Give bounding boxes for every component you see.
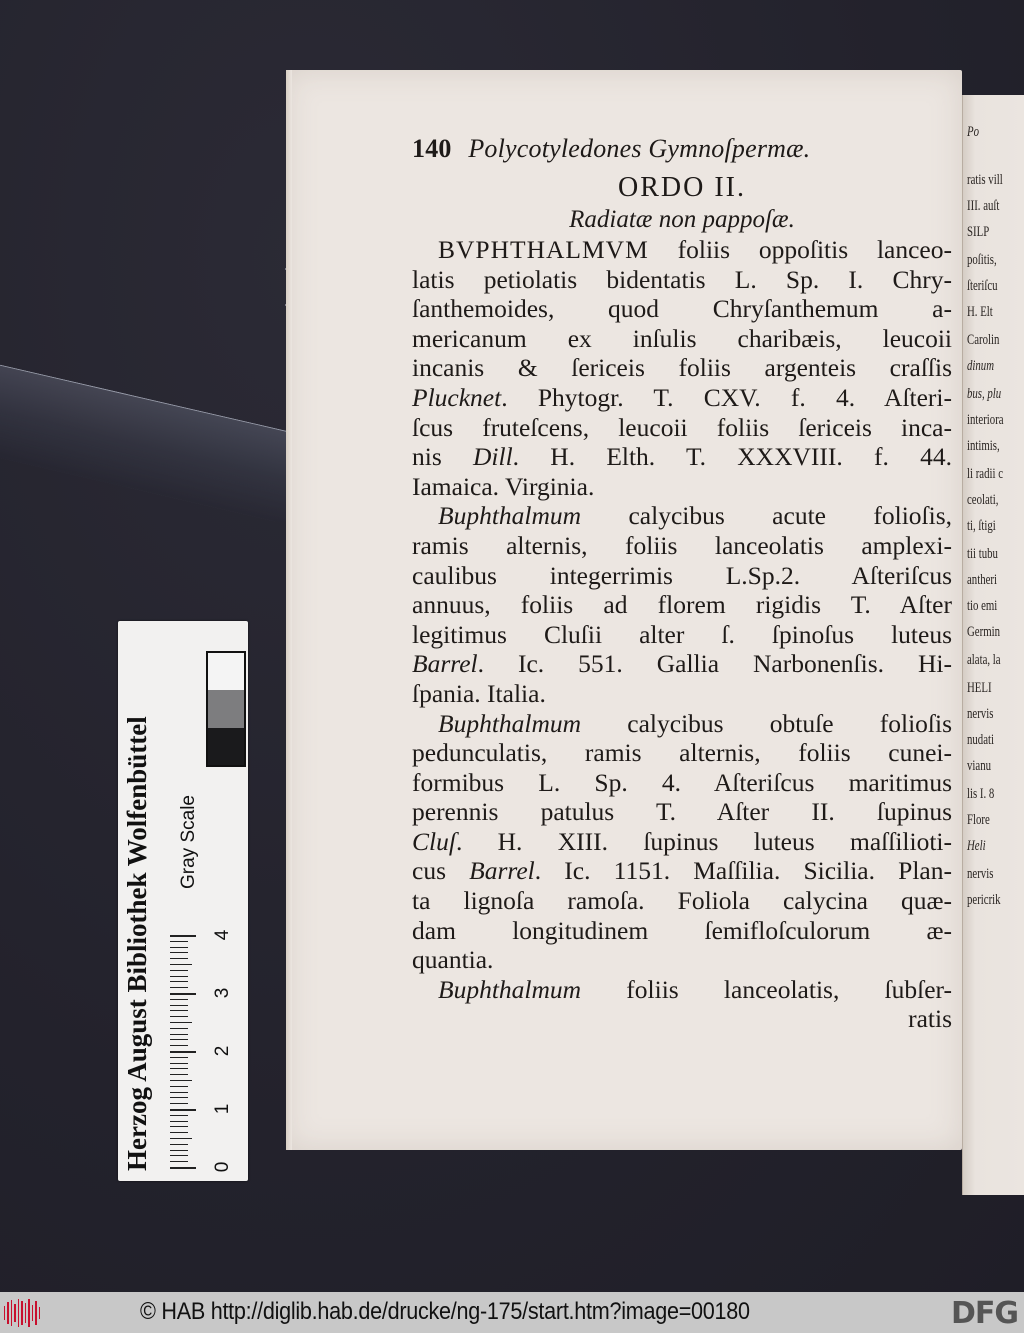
ruler-tick [170, 1121, 188, 1122]
text-line [412, 1004, 952, 1034]
text-segment: Barrel [469, 856, 535, 886]
text-segment: incanis & ſericeis foliis argenteis craſſis [412, 353, 952, 383]
body-text [412, 235, 952, 1034]
text-segment: annuus, foliis ad florem rigidis T. Aſter [412, 590, 952, 620]
facing-page-text-fragment: lis I. 8 [967, 786, 995, 802]
facing-page-text-fragment: nervis [967, 866, 994, 882]
text-segment: quantia. [412, 945, 494, 975]
ruler-number: 2 [212, 1045, 233, 1057]
text-line [412, 679, 952, 709]
ruler-tick [170, 1138, 192, 1139]
ruler-tick [170, 1132, 188, 1133]
ruler-tick [170, 1150, 188, 1151]
hab-logo-bar [7, 1302, 8, 1324]
text-line [412, 916, 952, 946]
text-segment: ſanthemoides, quod Chryſanthemum a- [412, 294, 952, 324]
ruler-tick [170, 987, 188, 988]
text-segment: perennis patulus T. Aſter II. ſupinus [412, 797, 952, 827]
ruler-tick [170, 1051, 196, 1053]
text-segment: . Ic. 551. Gallia Narbonenſis. Hi- [477, 649, 952, 679]
ruler-tick [170, 1080, 192, 1081]
text-segment: formibus L. Sp. 4. Aſteriſcus maritimus [412, 767, 952, 797]
hab-logo-bar [28, 1299, 29, 1327]
text-segment: latis petiolatis bidentatis L. Sp. I. Chry- [412, 264, 952, 294]
hab-logo-bar [35, 1301, 36, 1325]
text-segment: . H. XIII. ſupinus luteus maſſilioti- [455, 826, 952, 856]
ruler-tick [170, 1028, 188, 1029]
ruler-tick [170, 1167, 196, 1169]
text-line [412, 738, 952, 768]
ruler-tick [170, 947, 188, 948]
facing-page-text-fragment: alata, la [967, 652, 1001, 668]
facing-page-text-fragment: ratis vill [967, 172, 1003, 188]
text-line [412, 353, 952, 383]
text-segment: ratis [908, 1004, 952, 1034]
text-segment: calycibus obtuſe folioſis [581, 708, 952, 738]
hab-logo-bar [18, 1299, 19, 1327]
text-segment: cus [412, 856, 470, 886]
ruler-tick [170, 993, 196, 995]
facing-page-text-fragment: ſteriſcu [967, 278, 998, 294]
text-line [412, 501, 952, 531]
ruler-tick [170, 941, 188, 942]
gray-scale-swatches [206, 651, 246, 767]
gray-swatch [208, 728, 244, 765]
ruler-tick [170, 1126, 188, 1127]
text-segment: . Ic. 1151. Maſſilia. Sicilia. Plan- [534, 856, 952, 886]
ruler-tick [170, 1092, 188, 1093]
hab-logo-bar [25, 1303, 26, 1323]
text-segment: Iamaica. Virginia. [412, 471, 595, 501]
text-line [412, 709, 952, 739]
ruler-tick [170, 1074, 188, 1075]
facing-page-text-fragment: III. auſt [967, 198, 1000, 214]
ruler-tick [170, 1103, 188, 1104]
text-segment: Dill [473, 442, 513, 472]
text-segment: . Phytogr. T. CXV. f. 4. Aſteri- [501, 382, 952, 412]
dfg-logo-icon: DFG [950, 1296, 1018, 1331]
hab-logo-bar [14, 1304, 15, 1322]
facing-page-text-fragment: HELI [967, 680, 992, 696]
ruler-tick [170, 1109, 196, 1111]
ruler-tick [170, 981, 188, 982]
running-head-title: Polycotyledones Gymnoſpermæ. [468, 134, 811, 163]
text-segment: Plucknet [412, 382, 502, 412]
text-segment: . H. Elth. T. XXXVIII. f. 44. [512, 442, 952, 472]
gray-scale-label: Gray Scale [178, 795, 199, 889]
text-line [412, 324, 952, 354]
ruler-tick [170, 1039, 188, 1040]
text-segment: Buphthalmum [438, 501, 582, 531]
facing-page-text-fragment: tio emi [967, 598, 998, 614]
gray-swatch [208, 653, 244, 690]
text-line [412, 590, 952, 620]
ruler-tick [170, 1097, 188, 1098]
ruler-tick [170, 952, 188, 953]
ruler-tick [170, 970, 188, 971]
ruler-tick [170, 1005, 188, 1006]
ruler-tick [170, 1057, 188, 1058]
text-line [412, 561, 952, 591]
facing-page-text-fragment: pericrik [967, 892, 1001, 908]
facing-page-text-fragment: nervis [967, 706, 994, 722]
ruler-number: 4 [212, 929, 233, 941]
ruler-tick [170, 958, 188, 959]
text-line [412, 856, 952, 886]
text-segment: foliis lanceolatis, ſubſer- [581, 974, 952, 1004]
text-segment: Cluſ [412, 826, 456, 856]
facing-page-text-fragment: nudati [967, 732, 994, 748]
text-line [412, 531, 952, 561]
text-line [412, 620, 952, 650]
ruler-tick [170, 935, 196, 937]
ruler-number: 1 [212, 1103, 233, 1115]
section-subtitle: Radiatæ non pappoſæ. [569, 206, 795, 233]
text-segment: caulibus integerrimis L.Sp.2. Aſteriſcus [412, 560, 952, 590]
ruler-tick [170, 1161, 188, 1162]
text-segment: dam longitudinem ſemifloſculorum æ- [412, 915, 952, 945]
hab-logo-bar [21, 1301, 22, 1325]
facing-page-text-fragment: ti, ſtigi [967, 518, 996, 534]
copyright-link[interactable]: © HAB http://diglib.hab.de/drucke/ng-175/start.htm?image=00180 [140, 1298, 750, 1325]
hab-logo-icon [4, 1299, 40, 1327]
ruler-tick [170, 1045, 188, 1046]
text-segment: Buphthalmum [438, 974, 582, 1004]
facing-page-text-fragment: Po [967, 124, 980, 140]
facing-page-text-fragment: dinum [967, 358, 994, 374]
facing-page-text-fragment: bus, plu [967, 386, 1002, 402]
footer-bar [0, 1292, 1024, 1333]
text-line [412, 442, 952, 472]
ruler [170, 931, 196, 1171]
ruler-tick [170, 1022, 192, 1023]
text-line [412, 797, 952, 827]
facing-page-text-fragment: vianu [967, 758, 991, 774]
ruler-tick [170, 976, 188, 977]
facing-page-text-fragment: tii tubu [967, 546, 998, 562]
ruler-tick [170, 1063, 188, 1064]
ruler-tick [170, 1115, 188, 1116]
library-name: Herzog August Bibliothek Wolfenbüttel [122, 716, 152, 1171]
text-segment: ta lignoſa ramoſa. Foliola calycina quæ- [412, 886, 952, 916]
text-line [412, 945, 952, 975]
ruler-tick [170, 964, 192, 965]
facing-page-text-fragment: H. Elt [967, 304, 993, 320]
facing-page-text-fragment: Carolin [967, 332, 1000, 348]
text-line [412, 886, 952, 916]
facing-page-text-fragment: interiora [967, 412, 1004, 428]
ruler-tick [170, 1010, 188, 1011]
ruler-number: 0 [212, 1161, 233, 1173]
facing-page-text-fragment: poſitis, [967, 252, 997, 268]
text-segment: BVPHTHALMVM [438, 235, 649, 264]
text-segment: Barrel [412, 649, 478, 679]
text-segment: ſpania. Italia. [412, 678, 546, 708]
ruler-tick [170, 1034, 188, 1035]
text-line [412, 827, 952, 857]
text-line [412, 235, 952, 265]
text-segment: calycibus acute folioſis, [581, 501, 952, 531]
facing-page-text-fragment: SILP [967, 224, 990, 240]
hab-logo-bar [11, 1300, 12, 1326]
text-segment: legitimus Cluſii alter ſ. ſpinoſus luteus [412, 619, 952, 649]
text-line [412, 265, 952, 295]
text-segment: mericanum ex inſulis charibæis, leucoii [412, 323, 952, 353]
facing-page-text-fragment: antheri [967, 572, 997, 588]
facing-page-text-fragment: li radii c [967, 466, 1003, 482]
running-header [412, 133, 952, 165]
text-line [412, 649, 952, 679]
gray-swatch [208, 690, 244, 727]
ruler-tick [170, 1086, 188, 1087]
facing-page-text-fragment: ceolati, [967, 492, 999, 508]
text-segment: ramis alternis, foliis lanceolatis amplexi- [412, 530, 952, 560]
text-segment: ſcus fruteſcens, leucoii foliis ſericeis inca- [412, 412, 952, 442]
text-segment: nis [412, 442, 473, 472]
hab-logo-bar [32, 1305, 33, 1321]
facing-page-text-fragment: Heli [967, 838, 986, 854]
facing-page-edge [962, 95, 1024, 1195]
facing-page-text-fragment: Flore [967, 812, 990, 828]
ruler-tick [170, 1016, 188, 1017]
section-title: ORDO II. [618, 172, 746, 203]
text-line [412, 294, 952, 324]
text-line [412, 768, 952, 798]
ruler-tick [170, 1155, 188, 1156]
hab-logo-bar [4, 1306, 5, 1320]
ruler-tick [170, 1144, 188, 1145]
ruler-tick [170, 999, 188, 1000]
ruler-number: 3 [212, 987, 233, 999]
text-segment: foliis oppoſitis lanceo- [648, 235, 952, 264]
text-line [412, 383, 952, 413]
hab-logo-bar [39, 1307, 40, 1319]
color-scale-card [118, 621, 248, 1181]
facing-page-text-fragment: intimis, [967, 438, 1000, 454]
facing-page-text-fragment: Germin [967, 624, 1000, 640]
ruler-tick [170, 1068, 188, 1069]
text-segment: Buphthalmum [438, 708, 582, 738]
page-number: 140 [412, 134, 452, 163]
text-line [412, 975, 952, 1005]
page-text [412, 133, 952, 1034]
text-line [412, 472, 952, 502]
text-segment: pedunculatis, ramis alternis, foliis cunei- [412, 738, 952, 768]
text-line [412, 413, 952, 443]
